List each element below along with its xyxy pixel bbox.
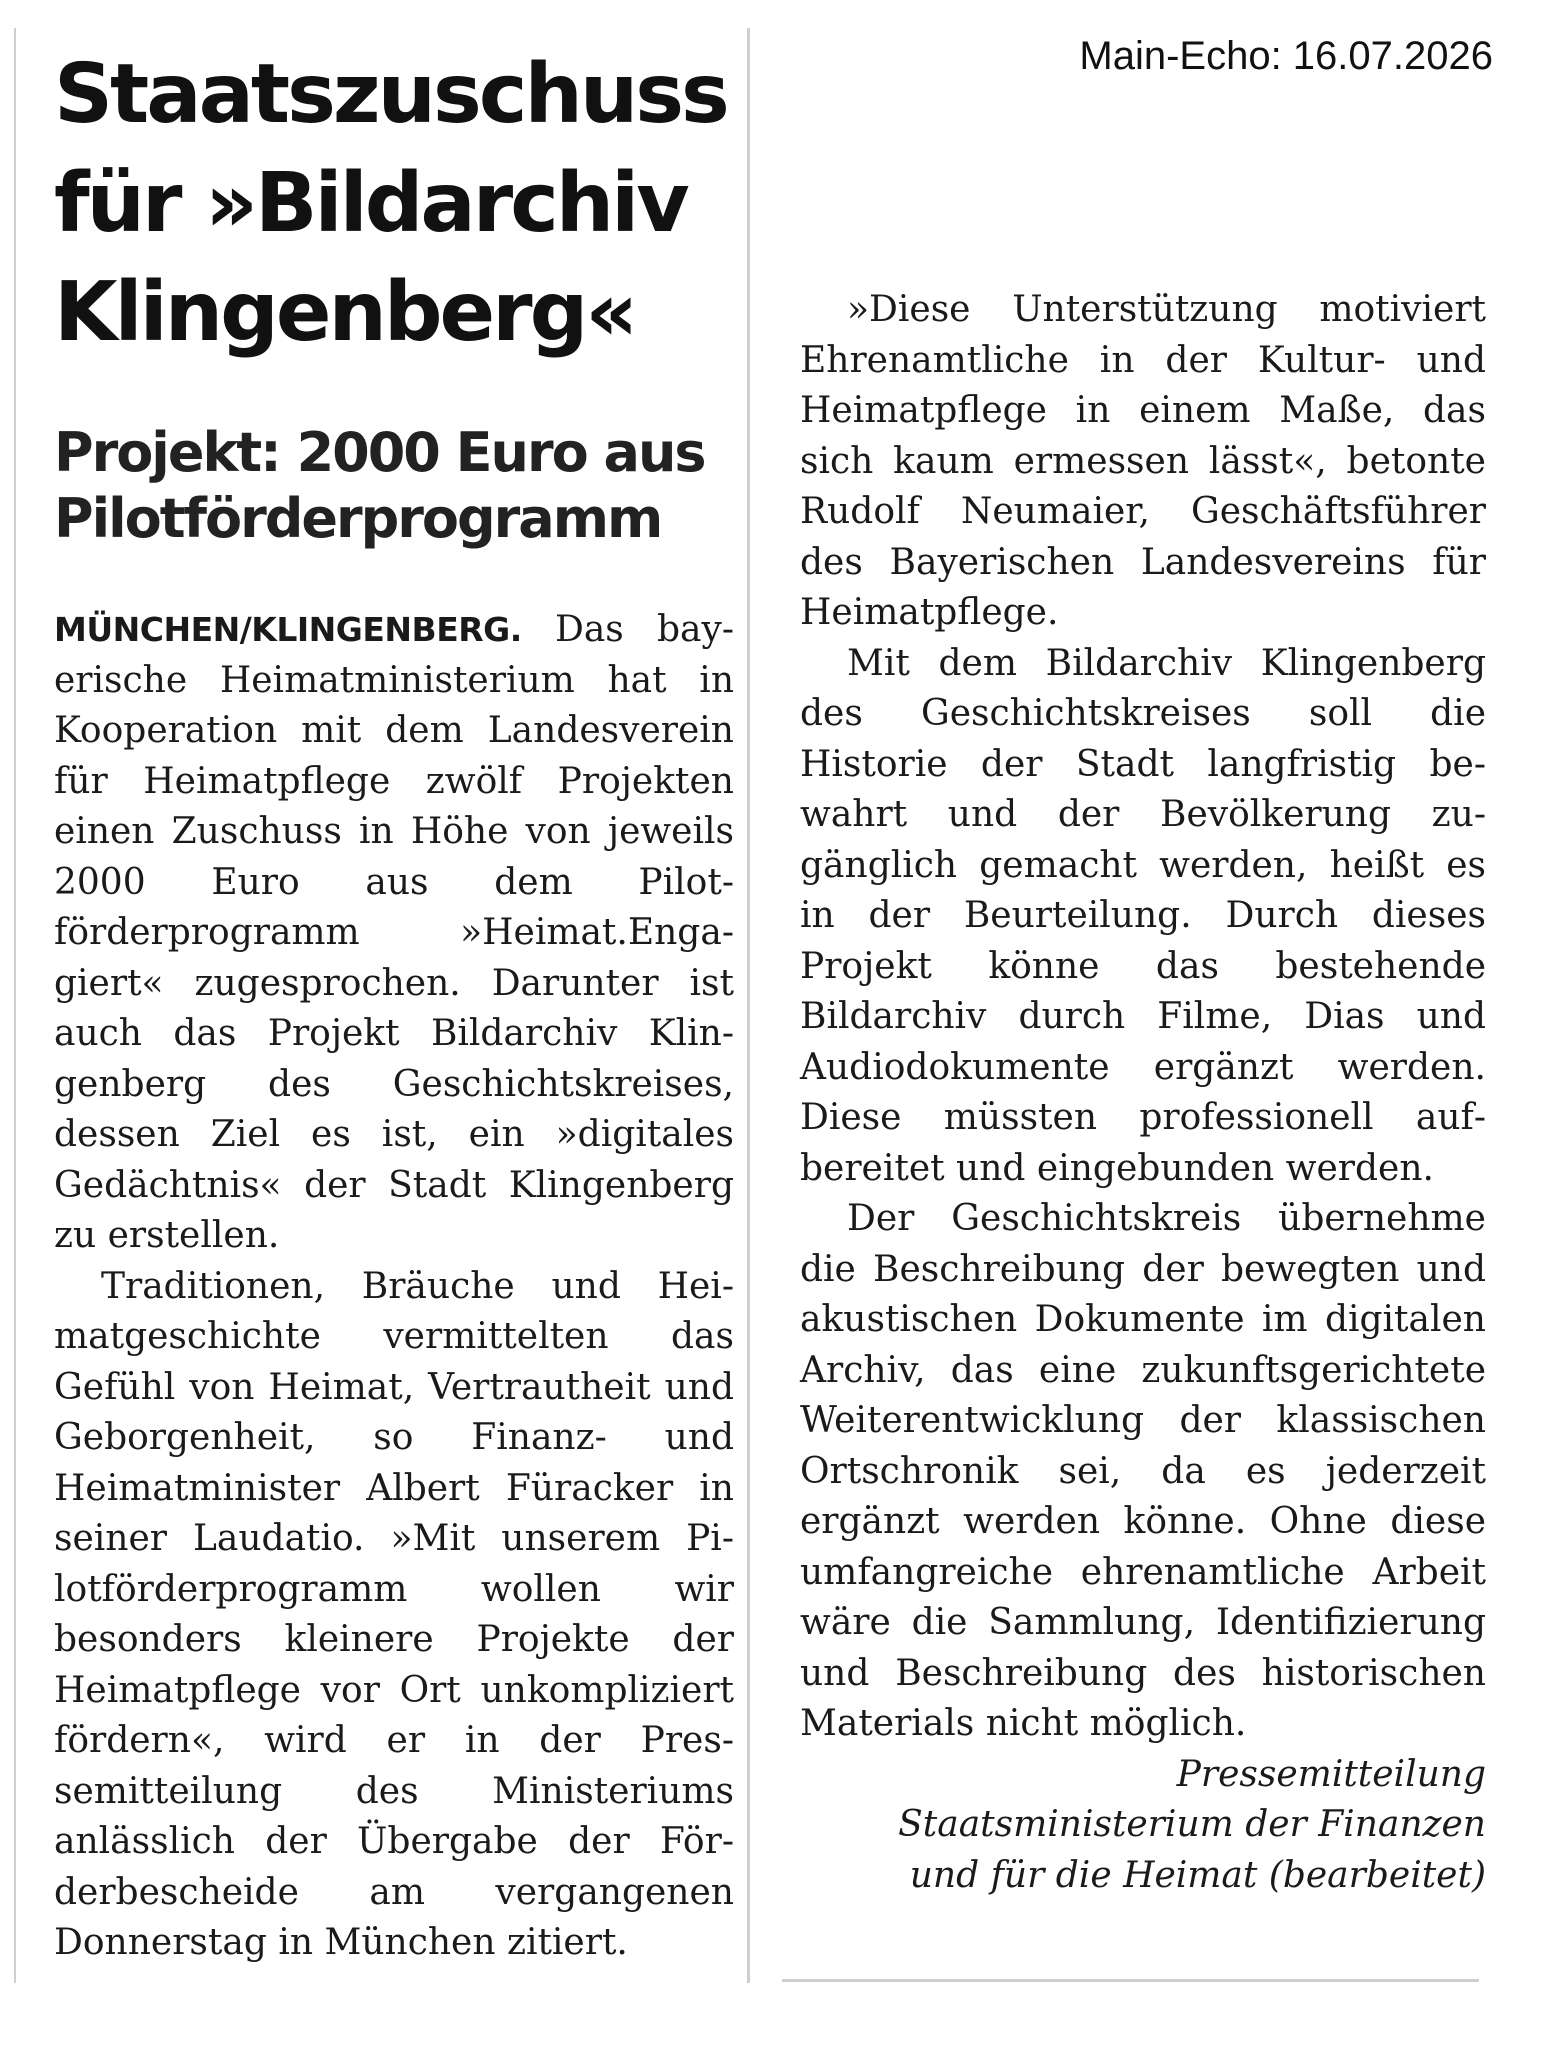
article-column-right	[800, 285, 1486, 1901]
lead-text: Das bayerische Heimatministerium hat in Kooperation mit dem Landesverein für Heimatpflege zwölf Projekten einen Zuschuss in Höhe von jeweils 2000 Euro aus dem Pilotförderprogramm »Heimat.Engagiert« zugesprochen. Darunter ist auch das Projekt Bildarchiv Klingenberg des Geschichtskreises, dessen Ziel es ist, ein »digitales Gedächtnis« der Stadt Klingenberg zu erstellen.	[54, 609, 734, 1256]
bottom-rule	[782, 1979, 1479, 1982]
lead-paragraph	[54, 605, 734, 1262]
dateline: MÜNCHEN/KLINGENBERG.	[54, 610, 522, 649]
subhead-text: 2000 Euro aus Pilotförderprogramm	[54, 421, 705, 550]
column-rule-left	[14, 28, 16, 1983]
press-credit	[800, 1750, 1486, 1902]
article-column-left	[54, 605, 734, 1969]
paragraph-5: Der Geschichtskreis übernehme die Beschreibung der bewegten und akustischen Dokumente im digitalen Archiv, das eine zukunftsgerichtete Weiterentwicklung der klassischen Ortschronik sei, da es jederzeit ergänzt werden könne. Ohne diese umfangreiche ehrenamtliche Arbeit wäre die Sammlung, Identifizierung und Beschreibung des historischen Materials nicht möglich.	[800, 1198, 1486, 1744]
credit-line-3: und für die Heimat (bearbeitet)	[909, 1854, 1486, 1896]
paragraph-3: »Diese Unterstützung motiviert Ehrenamtliche in der Kultur- und Heimatpflege in einem Maße, das sich kaum ermessen lässt«, betonte Rudolf Neumaier, Geschäftsführer des Bayerischen Landesvereins für Heimatpflege.	[800, 289, 1486, 633]
paragraph-2: Traditionen, Bräuche und Heimatgeschichte vermittelten das Gefühl von Heimat, Vertrautheit und Geborgenheit, so Finanz- und Heimatminister Albert Füracker in seiner Laudatio. »Mit unserem Pilotförderprogramm wollen wir besonders kleinere Projekte der Heimatpflege vor Ort unkompliziert fördern«, wird er in der Pressemitteilung des Ministeriums anlässlich der Übergabe der Förderbescheide am vergangenen Donnerstag in München zitiert.	[54, 1265, 734, 1963]
paragraph-4: Mit dem Bildarchiv Klingenberg des Geschichtskreises soll die Historie der Stadt langfristig bewahrt und der Bevölkerung zugänglich gemacht werden, heißt es in der Beurteilung. Durch dieses Projekt könne das bestehende Bildarchiv durch Filme, Dias und Audiodokumente ergänzt werden. Diese müssten professionell aufbereitet und eingebunden werden.	[800, 642, 1486, 1189]
credit-line-2: Staatsministerium der Finanzen	[898, 1804, 1486, 1845]
column-rule-middle	[747, 28, 750, 1983]
subhead-kicker: Projekt:	[54, 421, 280, 484]
source-line: Main-Echo: 16.07.2026	[1079, 34, 1493, 78]
headline: Staatszuschuss für »Bildarchiv Klingenberg«	[54, 47, 727, 360]
subheadline	[54, 420, 734, 552]
credit-line-1: Pressemitteilung	[1176, 1753, 1486, 1795]
